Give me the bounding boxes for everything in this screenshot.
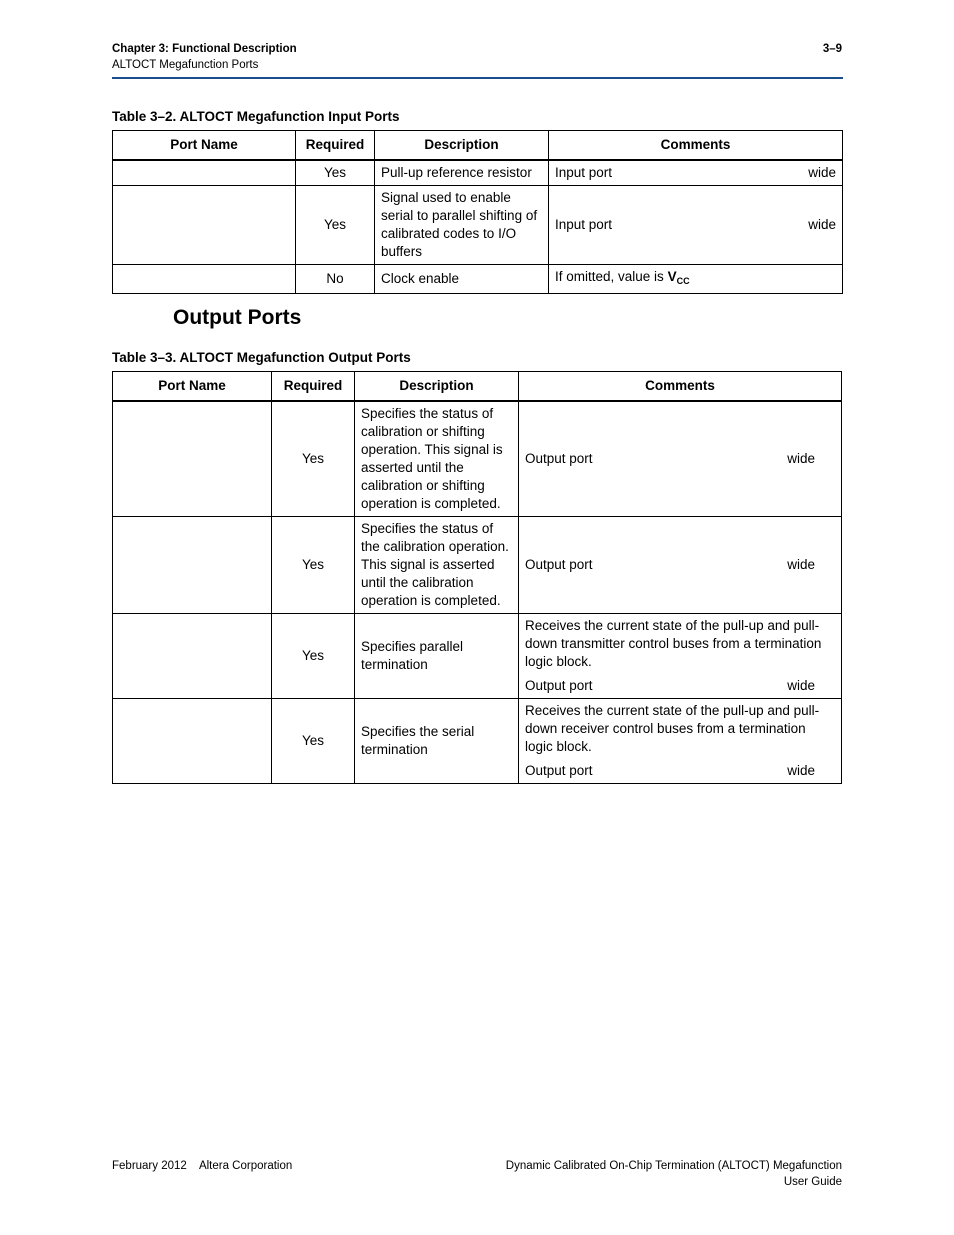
width-text: wide	[787, 451, 815, 466]
input-ports-table	[112, 130, 843, 294]
running-header-section: ALTOCT Megafunction Ports	[112, 59, 259, 71]
comments-cell	[519, 614, 842, 699]
comment-note: Receives the current state of the pull-up and pull-down receiver control buses from a termination logic block.	[525, 703, 820, 754]
port-name-cell	[113, 265, 296, 294]
description-cell: Clock enable	[375, 265, 549, 294]
column-header-description: Description	[355, 372, 519, 402]
width-text: wide	[787, 763, 815, 778]
table-row	[113, 699, 842, 784]
required-cell: Yes	[272, 401, 355, 517]
column-header-port-name: Port Name	[113, 131, 296, 161]
footer-document-title: Dynamic Calibrated On-Chip Termination (ALTOCT) Megafunction	[505, 1160, 842, 1172]
description-cell: Specifies parallel termination	[355, 614, 519, 699]
table-caption-input-ports: Table 3–2. ALTOCT Megafunction Input Ports	[112, 109, 400, 124]
table-row	[113, 265, 843, 294]
required-cell: Yes	[272, 699, 355, 784]
description-cell: Specifies the status of calibration or shifting operation. This signal is asserted until the calibration or shifting operation is completed.	[355, 401, 519, 517]
comment-text: Output port	[525, 557, 593, 572]
vcc-subscript: CC	[676, 276, 690, 286]
column-header-comments: Comments	[549, 131, 843, 161]
comment-text: Input port	[555, 217, 613, 232]
port-name-cell	[113, 699, 272, 784]
table-row	[113, 614, 842, 699]
width-text: wide	[808, 217, 836, 232]
table-row	[113, 401, 842, 517]
comment-text: Input port	[555, 165, 613, 180]
port-name-cell	[113, 186, 296, 265]
comment-note: Receives the current state of the pull-up and pull-down transmitter control buses from a termination logic block.	[525, 618, 822, 669]
footer-document-type: User Guide	[783, 1176, 842, 1188]
page-number: 3–9	[822, 43, 842, 55]
width-text: wide	[787, 557, 815, 572]
table-row	[113, 517, 842, 614]
running-header-chapter: Chapter 3: Functional Description	[112, 43, 297, 55]
required-cell: Yes	[296, 186, 375, 265]
comments-cell	[519, 699, 842, 784]
section-heading: Output Ports	[173, 306, 302, 329]
header-rule	[112, 77, 843, 79]
table-header-row	[113, 131, 843, 161]
comments-cell	[519, 401, 842, 517]
description-cell: Pull-up reference resistor	[375, 160, 549, 186]
required-cell: Yes	[272, 517, 355, 614]
description-cell: Signal used to enable serial to parallel shifting of calibrated codes to I/O buffers	[375, 186, 549, 265]
description-cell: Specifies the serial termination	[355, 699, 519, 784]
column-header-description: Description	[375, 131, 549, 161]
comment-text: Output port	[525, 451, 593, 466]
comments-cell	[549, 160, 843, 186]
port-name-cell	[113, 614, 272, 699]
width-text: wide	[808, 165, 836, 180]
table-caption-output-ports: Table 3–3. ALTOCT Megafunction Output Ports	[112, 350, 411, 365]
port-name-cell	[113, 401, 272, 517]
column-header-required: Required	[296, 131, 375, 161]
column-header-comments: Comments	[519, 372, 842, 402]
comments-cell	[549, 186, 843, 265]
port-name-cell	[113, 517, 272, 614]
width-text: wide	[787, 678, 815, 693]
comments-cell	[549, 265, 843, 294]
required-cell: Yes	[272, 614, 355, 699]
required-cell: No	[296, 265, 375, 294]
description-cell: Specifies the status of the calibration operation. This signal is asserted until the calibration operation is completed.	[355, 517, 519, 614]
column-header-required: Required	[272, 372, 355, 402]
output-ports-table	[112, 371, 842, 784]
table-header-row	[113, 372, 842, 402]
required-cell: Yes	[296, 160, 375, 186]
table-row	[113, 160, 843, 186]
column-header-port-name: Port Name	[113, 372, 272, 402]
table-row	[113, 186, 843, 265]
comments-cell	[519, 517, 842, 614]
vcc-symbol: V	[667, 269, 677, 284]
comment-text: Output port	[525, 678, 593, 693]
footer-date-company: February 2012 Altera Corporation	[112, 1160, 293, 1172]
comment-text: If omitted, value is	[555, 269, 668, 284]
comment-text: Output port	[525, 763, 593, 778]
port-name-cell	[113, 160, 296, 186]
